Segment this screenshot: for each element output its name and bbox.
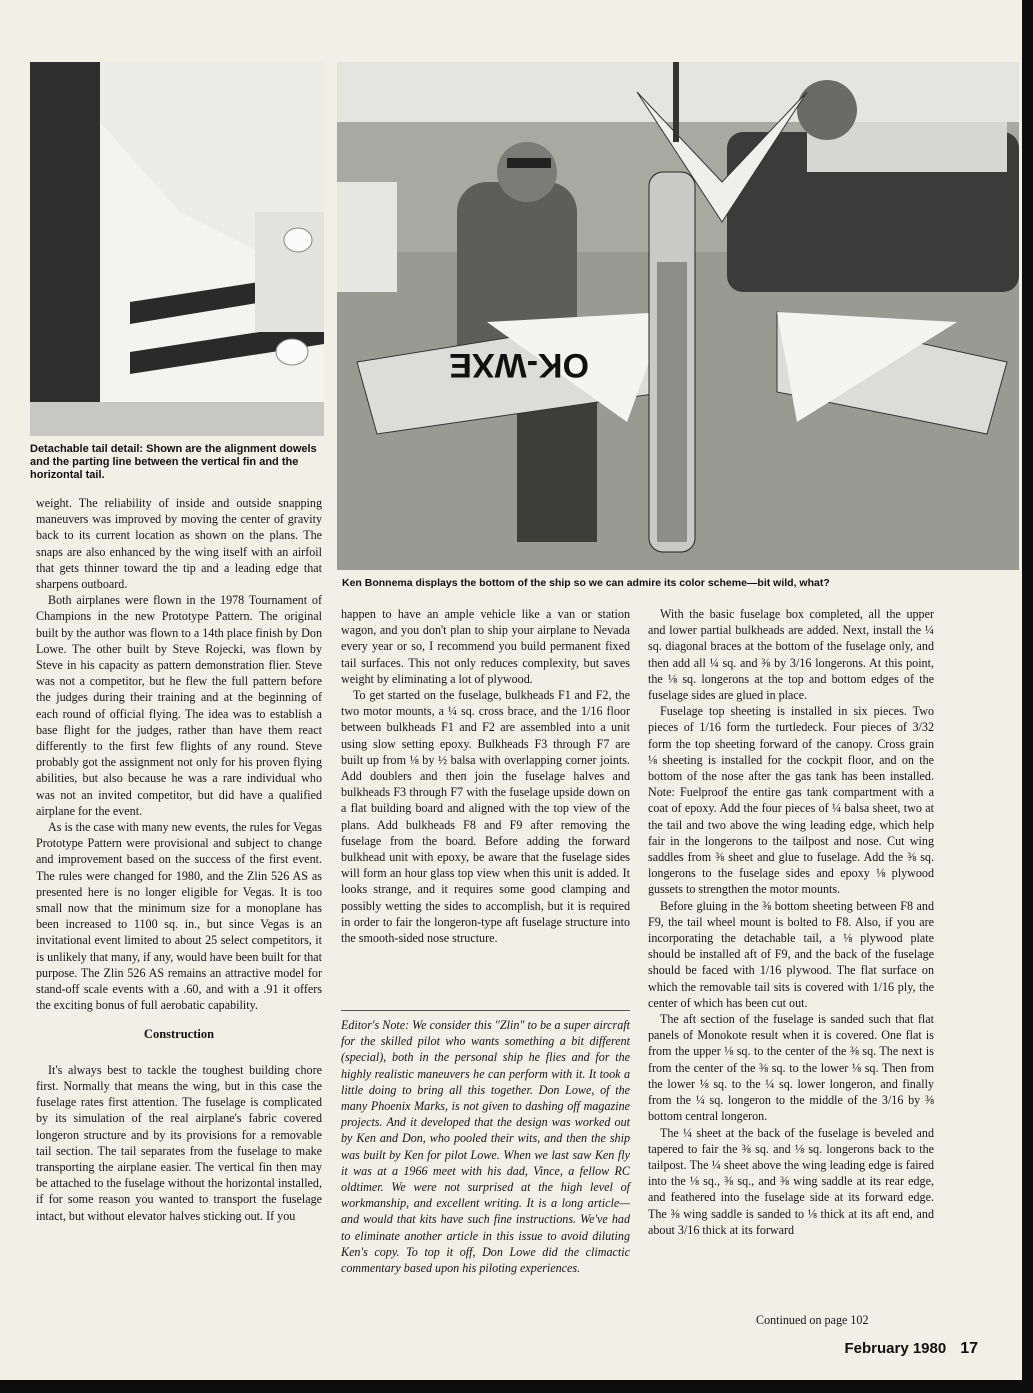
continued-note: Continued on page 102: [756, 1313, 869, 1327]
paragraph: The aft section of the fuselage is sanded such that flat panels of Monokote result when it is covered. One flat is from the upper ⅛ sq. to the center of the ⅜ sq. The next is from the center of the ⅜ sq. to the lower ⅛ sq. Then from the lower ⅛ sq. to the ¼ sq. lower longeron, and finally from the ¼ sq. longeron to the middle of the 3/16 by ⅜ bottom central longeron.: [648, 1012, 934, 1124]
page-footer: [844, 1340, 978, 1358]
ken-bonnema-photo: [337, 62, 1019, 570]
tail-detail-image: [30, 62, 324, 436]
paragraph: Both airplanes were flown in the 1978 Tournament of Champions in the new Prototype Pattern. The original built by the author was flown to a 14th place finish by Don Lowe. The other built by Steve Rojecki, was flown by Steve in his capacity as pattern demonstration flier. Steve was not a competitor, but he flew the full pattern before the judges during their training and at the beginning of each round of official flying. The idea was to establish a base flight for the judges, rather than have them react differently to the first few flights of any round. Steve probably got the assignment not only for his proven flying abilities, but also because he was a rare individual who was not an invited competitor, but did have a qualified airplane for the event.: [36, 593, 322, 818]
paragraph: It's always best to tackle the toughest building chore first. Normally that means the wing, but in this case the fuselage rates first attention. The fuselage is complicated by its simulation of the real airplane's fabric covered longeron structure and by its provisions for a removable tail section. The tail separates from the fuselage to make transporting the airplane easier. The vertical fin then may be attached to the fuselage without the horizontal installed, if for some reason you wanted to transport the fuselage intact, but without elevator halves sticking out. If you: [36, 1062, 322, 1223]
plane-registration: OK-WXE: [449, 346, 589, 384]
tail-detail-photo: [30, 62, 324, 436]
tail-detail-caption: Detachable tail detail: Shown are the alignment dowels and the parting line between the vertical fin and the horizontal tail.: [30, 443, 317, 481]
paragraph: As is the case with many new events, the rules for Vegas Prototype Pattern were provisional and subject to change and improvement based on the success of the first event. The rules were changed for 1980, and the Zlin 526 AS as presented here is no longer eligible for Vegas. It is too small now that the minimum size for a monoplane has been increased to 1100 sq. in., but since Vegas is an invitational event limited to about 25 select competitors, it is unlikely that many, if any, would have been built for that purpose. The Zlin 526 AS remains an attractive model for stand-off scale events with a .60, and with a .91 it offers the exciting bonus of full aerobatic capability.: [36, 820, 322, 1013]
paragraph: Before gluing in the ⅜ bottom sheeting between F8 and F9, the tail wheel mount is bolted to F8. Also, if you are incorporating the detachable tail, a ⅛ plywood plate should be installed aft of F9, and the back of the fuselage should be faced with 1/16 plywood. The flat surface on which the removable tail sits is covered with 1/16 ply, the center of which has been cut out.: [648, 898, 934, 1010]
section-heading: Construction: [143, 1026, 215, 1041]
page-number: 17: [960, 1340, 978, 1357]
column-1: [36, 495, 322, 1224]
issue-date: February 1980: [844, 1340, 947, 1357]
paragraph: Fuselage top sheeting is installed in six pieces. Two pieces of 1/16 form the turtledeck. Four pieces of 3/32 form the top sheeting forward of the canopy. Cross grain ⅛ sheeting is installed for the cockpit floor, and on the bottom of the nose after the gas tank has been installed. Note: Fuelproof the entire gas tank compartment with a coat of epoxy. Add the four pieces of ¼ balsa sheet, two at the tail and two above the wing leading edge, which help fair in the longerons to the tailpost and nose. Cut wing saddles from ⅜ sheet and glue to fuselage. Add the ⅜ sq. longerons to the fuselage sides and epoxy ⅛ plywood gussets to strengthen the motor mounts.: [648, 704, 934, 897]
ken-bonnema-caption: Ken Bonnema displays the bottom of the ship so we can admire its color scheme—bit wild, what?: [342, 577, 830, 589]
paragraph: weight. The reliability of inside and outside snapping maneuvers was improved by moving the center of gravity back to its current location as shown on the plans. The snaps are also enhanced by the wing itself with an airfoil that gets thinner toward the tip and a leading edge that sharpens outboard.: [36, 496, 322, 592]
paragraph: With the basic fuselage box completed, all the upper and lower partial bulkheads are added. Next, install the ¼ sq. diagonal braces at the bottom of the fuselage only, and then add all ¼ sq. and ⅜ by 3/16 longerons. At this point, the ⅛ sq. longerons at the top and bottom edges of the fuselage sides are glued in place.: [648, 607, 934, 703]
paragraph: happen to have an ample vehicle like a van or station wagon, and you don't plan to ship your airplane to Nevada every year or so, I recommend you build permanent fixed tail surfaces. This not only reduces complexity, but saves weight by eliminating a lot of plywood.: [341, 607, 630, 686]
editors-note: Editor's Note: We consider this "Zlin" to be a super aircraft for the skilled pilot who wants something a bit different (special), both in the personal ship he flies and for the highly realistic maneuvers he can perform with it. It took a little doing to bring all this together. Don Lowe, of the many Phoenix Marks, is not given to dashing off magazine projects. And it developed that the design was worked out by Ken and Don, who pooled their wits, and then the ship was built by Ken for pilot Lowe. When we last saw Ken fly it was at a 1966 meet with his dad, Vince, a fellow RC oldtimer. We were not surprised at the high level of workmanship, and excellent writing. It is a long article—and would that kits have such fine instructions. We've had to eliminate another article in this issue to avoid diluting Ken's copy. To top it off, Don Lowe did the climactic commentary based upon his piloting experiences.: [341, 1010, 630, 1276]
column-3: [648, 606, 934, 1238]
column-2: [341, 606, 630, 946]
ken-bonnema-image: [337, 62, 1019, 570]
paragraph: The ¼ sheet at the back of the fuselage is beveled and tapered to fair the ⅜ sq. and ⅛ sq. longerons back to the tailpost. The ¼ sheet above the wing leading edge is faired into the ⅛ sq., ⅜ sq., and ⅜ wing saddle at its rear edge, and feathered into the fuselage side at its forward edge. The ⅜ wing saddle is sanded to ⅛ thick at its aft end, and about 3/16 thick at its forward: [648, 1125, 934, 1237]
paragraph: To get started on the fuselage, bulkheads F1 and F2, the two motor mounts, a ¼ sq. cross brace, and the 1/16 floor between bulkheads F1 and F2 are assembled into a unit using slow setting epoxy. Bulkheads F3 through F7 are built up from ⅛ by ½ balsa with overlapping corner joints. Add doublers and then join the fuselage halves and bulkheads F3 through F7 with the fuselage upside down on a flat building board and aligned with the top view of the plans. Add bulkheads F8 and F9 after removing the fuselage from the board. Before adding the forward bulkhead unit with epoxy, be aware that the fuselage sides will form an hour glass top view when this unit is added. It looks strange, and it requires some good clamping and possibly wetting the sides to accomplish, but it is required in order to fair the longeron-type aft fuselage structure into the smooth-sided nose structure.: [341, 688, 630, 946]
